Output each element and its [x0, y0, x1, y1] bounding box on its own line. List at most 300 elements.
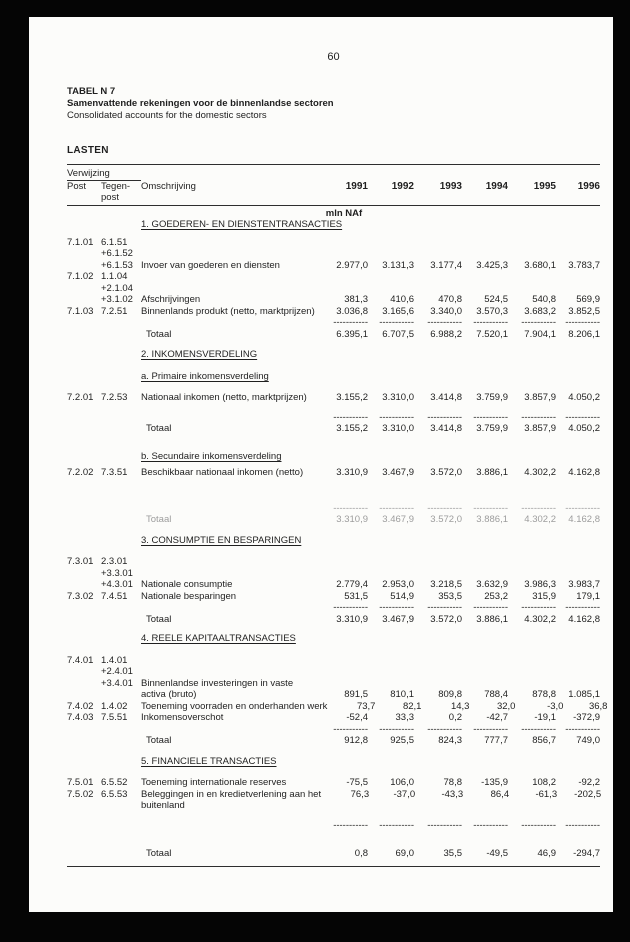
spacer: [67, 812, 600, 820]
value-cell: -----------: [333, 602, 368, 613]
omschrijving-cell: [141, 666, 320, 678]
col-header-year-1992: 1992: [391, 181, 414, 192]
section-heading: 4. REELE KAPITAALTRANSACTIES: [141, 633, 296, 644]
value-cell: [368, 248, 414, 260]
value-cell: [556, 666, 600, 678]
omschrijving-cell: [141, 271, 320, 283]
table-row: [67, 712, 600, 724]
title-dutch: Samenvattende rekeningen voor de binnenlandse sectoren: [67, 98, 334, 109]
omschrijving-cell: Toeneming voorraden en onderhanden werk: [141, 700, 328, 712]
value-cell: 106,0: [390, 777, 414, 788]
value-cell: 4.050,2: [568, 423, 600, 434]
post-cell: 7.3.02: [67, 590, 94, 602]
total-row: [67, 614, 600, 626]
value-cell: 3.572,0: [430, 514, 462, 525]
table-row: [67, 392, 600, 404]
total-row: [67, 423, 600, 435]
value-cell: -92,2: [578, 777, 600, 788]
section-heading-row: [67, 219, 600, 231]
value-cell: [414, 800, 462, 812]
value-cell: [556, 655, 600, 667]
value-cell: -----------: [333, 723, 368, 735]
post-cell: [67, 514, 101, 526]
value-cell: [508, 800, 556, 812]
omschrijving-cell: [141, 248, 320, 260]
omschrijving-cell: Nationale consumptie: [141, 579, 233, 590]
post-cell: [67, 412, 101, 424]
value-cell: 108,2: [532, 777, 556, 788]
col-header-tegenpost: Tegen-: [101, 181, 131, 192]
value-cell: -----------: [427, 819, 462, 831]
value-cell: 3.983,7: [568, 579, 600, 590]
post-cell: 7.1.01: [67, 236, 94, 248]
post-cell: [67, 423, 101, 435]
spacer: [67, 340, 600, 349]
post-cell: 7.4.02: [67, 700, 94, 712]
value-cell: 3.467,9: [382, 467, 414, 478]
value-cell: -42,7: [486, 712, 508, 723]
value-cell: -----------: [521, 723, 556, 735]
value-cell: [368, 283, 414, 295]
col-header-post: Post: [67, 181, 87, 192]
value-cell: 3.425,3: [476, 259, 508, 271]
value-cell: 2.779,4: [336, 579, 368, 590]
value-cell: -49,5: [486, 848, 508, 859]
table-body: [67, 219, 608, 860]
tegenpost-cell: 7.2.53: [101, 392, 128, 403]
post-cell: [67, 317, 101, 329]
post-cell: 7.1.02: [67, 271, 94, 282]
value-cell: 33,3: [395, 712, 414, 723]
value-cell: [368, 271, 414, 283]
value-cell: 6.395,1: [336, 328, 368, 340]
value-cell: 777,7: [484, 735, 508, 746]
omschrijving-cell: Nationale besparingen: [141, 590, 237, 602]
value-cell: -75,5: [346, 777, 368, 788]
value-cell: [508, 237, 556, 249]
value-cell: 3.683,2: [524, 305, 556, 317]
value-cell: -----------: [333, 819, 368, 831]
spacer: [67, 645, 600, 655]
omschrijving-cell: [141, 568, 320, 580]
tegenpost-cell: [101, 535, 141, 547]
total-row: [67, 735, 600, 747]
omschrijving-cell: [141, 412, 320, 424]
value-cell: 82,1: [402, 700, 422, 712]
value-cell: [508, 271, 556, 283]
post-cell: [67, 535, 101, 547]
tegenpost-cell: [101, 317, 141, 329]
tegenpost-cell: [101, 756, 141, 768]
section-heading: 3. CONSUMPTIE EN BESPARINGEN: [141, 534, 302, 546]
value-cell: [556, 271, 600, 283]
total-row: [67, 848, 600, 860]
value-cell: 7.904,1: [524, 328, 556, 340]
section-heading-row: [67, 633, 600, 645]
value-cell: -----------: [379, 723, 414, 735]
value-cell: 3.310,9: [336, 467, 368, 478]
value-cell: 3.857,9: [524, 392, 556, 403]
section-heading-row: [67, 349, 600, 361]
value-cell: 3.310,9: [336, 514, 368, 525]
unit-label: mln NAf: [325, 208, 363, 219]
section-heading-row: [67, 535, 600, 547]
value-cell: 0,2: [448, 712, 462, 723]
value-cell: 3.414,8: [430, 423, 462, 434]
tegenpost-cell: 7.4.51: [101, 590, 128, 602]
value-cell: -----------: [473, 819, 508, 831]
table-bottom-rule: [67, 866, 600, 867]
value-cell: 32,0: [496, 700, 516, 712]
value-cell: 891,5: [344, 689, 368, 700]
page-number: 60: [327, 51, 340, 63]
value-cell: 3.467,9: [382, 514, 414, 525]
section-heading-row: [67, 451, 600, 463]
verwijzing-row: [67, 168, 600, 181]
value-cell: [508, 666, 556, 678]
col-header-year-1995: 1995: [533, 181, 556, 192]
value-cell: -----------: [521, 411, 556, 423]
table-row: [67, 591, 600, 603]
value-cell: 878,8: [532, 689, 556, 700]
value-cell: [556, 283, 600, 295]
value-cell: [462, 556, 508, 568]
value-cell: 3.414,8: [430, 392, 462, 403]
value-cell: [414, 666, 462, 678]
value-cell: [320, 248, 368, 260]
section-heading-row: [67, 371, 600, 383]
value-cell: -----------: [379, 602, 414, 613]
value-cell: 73,7: [356, 700, 376, 712]
section-heading: b. Secundaire inkomensverdeling: [141, 450, 282, 462]
value-cell: -----------: [521, 602, 556, 613]
omschrijving-cell: [141, 317, 320, 329]
value-cell: 856,7: [532, 735, 556, 746]
value-cell: -----------: [565, 602, 600, 613]
value-cell: [320, 655, 368, 667]
value-cell: [556, 237, 600, 249]
tegenpost-cell: 6.5.53: [101, 788, 128, 800]
value-cell: 0,8: [354, 848, 368, 859]
value-cell: 35,5: [443, 848, 462, 859]
tegenpost-cell: 1.4.02: [101, 700, 128, 712]
value-cell: [414, 556, 462, 568]
table-row: [67, 467, 600, 479]
value-cell: 7.520,1: [476, 328, 508, 340]
value-cell: [320, 283, 368, 295]
value-cell: [320, 568, 368, 580]
value-cell: 4.302,2: [524, 514, 556, 525]
value-cell: 569,9: [576, 294, 600, 305]
value-cell: -----------: [333, 411, 368, 423]
table-row: [67, 260, 600, 272]
tegenpost-cell: [101, 633, 141, 645]
value-cell: [320, 678, 368, 690]
tegenpost-cell: 6.5.52: [101, 777, 128, 788]
spacer: [67, 546, 600, 556]
value-cell: 3.852,5: [568, 305, 600, 317]
value-cell: -----------: [379, 411, 414, 423]
omschrijving-cell: [141, 820, 320, 832]
tegenpost-cell: 7.5.51: [101, 712, 128, 723]
omschrijving-cell: [141, 237, 320, 249]
omschrijving-cell: [141, 503, 320, 515]
value-cell: -----------: [427, 502, 462, 514]
tegenpost-cell: [101, 800, 141, 812]
value-cell: 4.162,8: [568, 613, 600, 625]
value-cell: 353,5: [438, 590, 462, 602]
tegenpost-cell: [101, 349, 141, 361]
value-cell: [414, 568, 462, 580]
post-cell: [67, 503, 101, 515]
value-cell: -----------: [427, 723, 462, 735]
tegenpost-cell: [101, 329, 141, 341]
col-header-year-1991: 1991: [345, 181, 368, 192]
col-header-omschrijving: Omschrijving: [141, 181, 196, 192]
value-cell: -----------: [521, 317, 556, 328]
post-cell: [67, 294, 101, 306]
table-row: [67, 294, 600, 306]
value-cell: -19,1: [534, 712, 556, 723]
value-cell: -----------: [379, 502, 414, 514]
dashes-row: [67, 317, 600, 329]
value-cell: 3.036,8: [336, 305, 368, 317]
value-cell: [414, 678, 462, 690]
post-cell: [67, 248, 101, 260]
post-cell: [67, 283, 101, 295]
value-cell: 4.050,2: [568, 392, 600, 403]
value-cell: -----------: [473, 723, 508, 735]
lasten-label: LASTEN: [67, 145, 109, 156]
tegenpost-cell: [101, 451, 141, 463]
tegenpost-cell: [101, 735, 141, 747]
value-cell: 470,8: [438, 294, 462, 305]
value-cell: -----------: [333, 502, 368, 514]
post-cell: [67, 633, 101, 645]
value-cell: 6.988,2: [430, 328, 462, 340]
omschrijving-cell: Beleggingen in en kredietverlening aan het: [141, 788, 322, 800]
value-cell: [462, 655, 508, 667]
value-cell: 3.857,9: [524, 423, 556, 434]
post-cell: [67, 451, 101, 463]
tegenpost-cell: 6.1.51: [101, 236, 128, 248]
value-cell: -----------: [473, 602, 508, 613]
tegenpost-cell: [101, 848, 141, 860]
dashes-row: [67, 724, 600, 736]
col-header-year-1996: 1996: [577, 181, 600, 192]
value-cell: 3.572,0: [430, 613, 462, 625]
post-cell: [67, 602, 101, 614]
omschrijving-cell: Inkomensoverschot: [141, 712, 224, 723]
post-cell: [67, 756, 101, 768]
value-cell: -----------: [427, 602, 462, 613]
value-cell: -----------: [521, 502, 556, 514]
section-heading: 5. FINANCIELE TRANSACTIES: [141, 755, 277, 767]
post-cell: [67, 735, 101, 747]
section-heading: a. Primaire inkomensverdeling: [141, 370, 269, 382]
value-cell: 824,3: [438, 735, 462, 746]
value-cell: 4.162,8: [568, 467, 600, 478]
post-cell: [67, 371, 101, 383]
tegenpost-cell: [101, 614, 141, 626]
spacer: [67, 435, 600, 451]
value-cell: 925,5: [390, 735, 414, 746]
tegenpost-cell: [101, 412, 141, 424]
tegenpost-cell: [101, 689, 141, 701]
header-top-rule: [67, 164, 600, 165]
value-cell: -202,5: [574, 788, 602, 800]
value-cell: -294,7: [573, 848, 600, 859]
table-row: [67, 689, 600, 701]
omschrijving-cell: Totaal: [146, 423, 172, 434]
verwijzing-label: Verwijzing: [67, 168, 141, 181]
omschrijving-cell: [141, 655, 320, 667]
value-cell: 1.085,1: [568, 689, 600, 700]
value-cell: -----------: [427, 411, 462, 423]
value-cell: [508, 655, 556, 667]
value-cell: [414, 283, 462, 295]
value-cell: [368, 568, 414, 580]
value-cell: -----------: [379, 317, 414, 328]
value-cell: 3.310,0: [382, 423, 414, 434]
value-cell: 540,8: [532, 294, 556, 305]
value-cell: [508, 283, 556, 295]
post-cell: [67, 219, 101, 231]
value-cell: -----------: [565, 723, 600, 735]
value-cell: -----------: [473, 317, 508, 328]
value-cell: 2.953,0: [382, 579, 414, 590]
spacer: [67, 404, 600, 412]
value-cell: 3.310,9: [336, 613, 368, 625]
value-cell: 3.632,9: [476, 579, 508, 590]
value-cell: 14,3: [450, 700, 470, 712]
value-cell: -----------: [333, 317, 368, 328]
omschrijving-cell: Afschrijvingen: [141, 294, 201, 305]
tegenpost-cell: +6.1.53: [101, 259, 133, 271]
post-cell: [67, 689, 101, 701]
value-cell: 3.759,9: [476, 423, 508, 434]
post-cell: 7.4.03: [67, 712, 94, 723]
value-cell: 253,2: [484, 590, 508, 602]
tegenpost-cell: [101, 503, 141, 515]
value-cell: 912,8: [344, 735, 368, 746]
value-cell: [462, 271, 508, 283]
value-cell: -52,4: [346, 712, 368, 723]
spacer: [67, 361, 600, 371]
table-row: [67, 306, 600, 318]
dashes-row: [67, 503, 600, 515]
unit-row: [67, 208, 600, 219]
value-cell: [462, 248, 508, 260]
tegenpost-cell: +3.1.02: [101, 294, 133, 305]
tegenpost-cell: 1.4.01: [101, 654, 128, 666]
table-row: [67, 237, 600, 249]
value-cell: [320, 556, 368, 568]
post-cell: [67, 260, 101, 272]
column-header-row-2: [67, 192, 600, 203]
value-cell: 3.986,3: [524, 579, 556, 590]
value-cell: 3.155,2: [336, 423, 368, 434]
omschrijving-cell: [141, 556, 320, 568]
header-bottom-rule: [67, 205, 600, 206]
value-cell: 46,9: [537, 848, 556, 859]
value-cell: 76,3: [350, 788, 370, 800]
value-cell: 3.310,0: [382, 392, 414, 403]
value-cell: 3.467,9: [382, 613, 414, 625]
table-row: [67, 700, 608, 713]
post-cell: [67, 724, 101, 736]
value-cell: 3.759,9: [476, 392, 508, 403]
value-cell: -----------: [473, 502, 508, 514]
value-cell: -----------: [427, 317, 462, 328]
tegenpost-cell: [101, 724, 141, 736]
tegenpost-cell: +4.3.01: [101, 579, 133, 590]
table-row: [67, 789, 600, 801]
tegenpost-cell: 1.1.04: [101, 271, 128, 282]
value-cell: 4.162,8: [568, 514, 600, 525]
value-cell: [462, 237, 508, 249]
omschrijving-cell: Totaal: [146, 735, 172, 746]
omschrijving-cell: Beschikbaar nationaal inkomen (netto): [141, 467, 304, 478]
dashes-row: [67, 602, 600, 614]
omschrijving-cell: buitenland: [141, 800, 185, 811]
tegenpost-cell: [101, 371, 141, 383]
value-cell: 410,6: [390, 294, 414, 305]
value-cell: 810,1: [390, 689, 414, 700]
omschrijving-cell: Totaal: [146, 848, 172, 859]
value-cell: [368, 556, 414, 568]
table-row: [67, 655, 600, 667]
post-cell: [67, 848, 101, 860]
value-cell: 3.886,1: [476, 514, 508, 525]
col-header-year-1993: 1993: [439, 181, 462, 192]
value-cell: [556, 248, 600, 260]
value-cell: 4.302,2: [524, 613, 556, 625]
tegenpost-cell: [101, 820, 141, 832]
value-cell: -43,3: [441, 788, 464, 800]
value-cell: [368, 655, 414, 667]
table-row: [67, 568, 600, 580]
omschrijving-cell: [141, 602, 320, 614]
table-row: [67, 248, 600, 260]
tegenpost-cell: [101, 602, 141, 614]
table-row: [67, 283, 600, 295]
omschrijving-cell: Totaal: [146, 328, 172, 340]
tegenpost-cell: +2.1.04: [101, 282, 133, 294]
post-cell: 7.2.02: [67, 467, 94, 478]
omschrijving-cell: [141, 283, 320, 295]
post-cell: [67, 329, 101, 341]
omschrijving-cell: Totaal: [146, 514, 172, 525]
dashes-row: [67, 820, 600, 832]
omschrijving-cell: Binnenlands produkt (netto, marktprijzen): [141, 305, 315, 317]
column-header-row: [67, 181, 600, 192]
value-cell: 3.340,0: [430, 305, 462, 317]
value-cell: 36,8: [588, 700, 608, 712]
tegenpost-cell: 7.3.51: [101, 467, 128, 478]
spacer: [67, 747, 600, 756]
post-cell: [67, 800, 101, 812]
value-cell: 2.977,0: [336, 259, 368, 271]
value-cell: -135,9: [481, 777, 508, 788]
data-table: [67, 164, 608, 867]
value-cell: -----------: [565, 819, 600, 831]
value-cell: [320, 800, 368, 812]
value-cell: -----------: [565, 411, 600, 423]
table-row: [67, 777, 600, 789]
table-id: TABEL N 7: [67, 86, 116, 97]
value-cell: 78,8: [443, 777, 462, 788]
